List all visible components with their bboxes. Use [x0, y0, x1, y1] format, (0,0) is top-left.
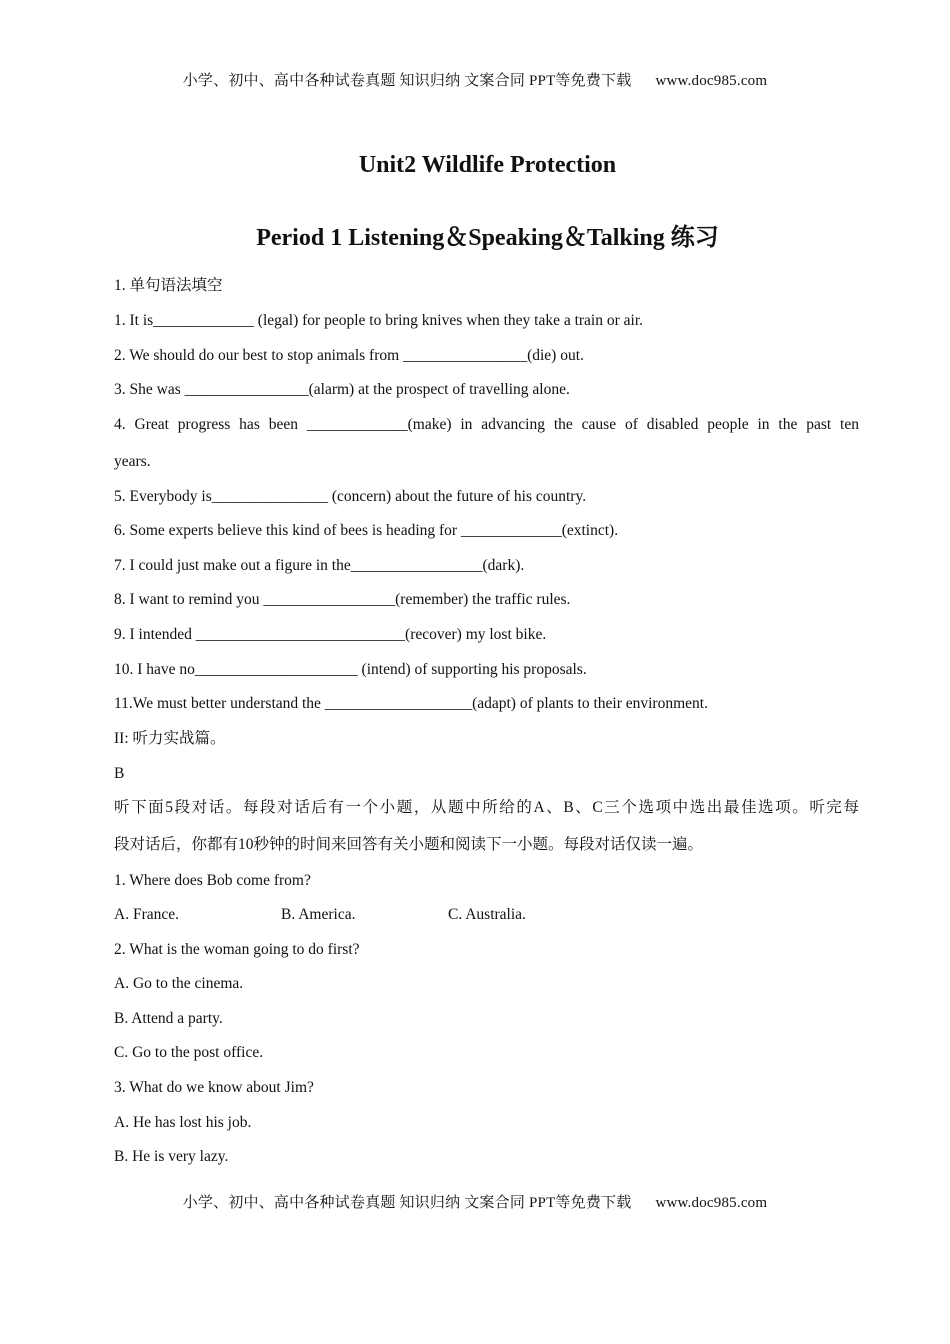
- exercise-item-continued: years.: [114, 453, 151, 470]
- footer-url[interactable]: www.doc985.com: [655, 1195, 768, 1211]
- document-subtitle: Period 1 Listening＆Speaking＆Talking 练习: [256, 225, 719, 251]
- exercise-item: 3. She was ________________(alarm) at the prospect of travelling alone.: [114, 381, 570, 398]
- option-b: B. America.: [281, 906, 356, 923]
- option-c: C. Go to the post office.: [114, 1044, 264, 1061]
- document-title: Unit2 Wildlife Protection: [358, 152, 617, 178]
- question-1: 1. Where does Bob come from?: [114, 872, 311, 889]
- option-c: C. Australia.: [448, 906, 526, 923]
- question-2: 2. What is the woman going to do first?: [114, 941, 360, 958]
- header-url[interactable]: www.doc985.com: [655, 73, 768, 89]
- exercise-item: 7. I could just make out a figure in the_________________(dark).: [114, 557, 525, 574]
- section2-heading: II: 听力实战篇。: [114, 730, 226, 747]
- exercise-item: 4. Great progress has been _____________(make) in advancing the cause of disabled people in the past ten: [114, 416, 859, 433]
- exercise-item: 1. It is_____________ (legal) for people to bring knives when they take a train or air.: [114, 312, 644, 329]
- page-footer: [0, 1191, 950, 1212]
- exercise-item: 10. I have no_____________________ (intend) of supporting his proposals.: [114, 661, 587, 678]
- header-text: 小学、初中、高中各种试卷真题 知识归纳 文案合同 PPT等免费下载: [182, 73, 632, 89]
- exercise-item: 11.We must better understand the ___________________(adapt) of plants to their environment.: [114, 695, 708, 712]
- section1-heading: 1. 单句语法填空: [114, 277, 223, 294]
- exercise-item: 6. Some experts believe this kind of bees is heading for _____________(extinct).: [114, 522, 619, 539]
- exercise-item: 9. I intended ___________________________(recover) my lost bike.: [114, 626, 547, 643]
- listening-instructions: 听下面5段对话。每段对话后有一个小题，从题中所给的A、B、C三个选项中选出最佳选项。听完每: [114, 799, 859, 816]
- footer-text: 小学、初中、高中各种试卷真题 知识归纳 文案合同 PPT等免费下载: [182, 1195, 632, 1211]
- page-header: [0, 69, 950, 90]
- listening-instructions-continued: 段对话后，你都有10秒钟的时间来回答有关小题和阅读下一小题。每段对话仅读一遍。: [114, 836, 704, 853]
- option-a: A. Go to the cinema.: [114, 975, 244, 992]
- option-a: A. France.: [114, 906, 179, 923]
- option-a: A. He has lost his job.: [114, 1114, 252, 1131]
- option-b: B. He is very lazy.: [114, 1148, 229, 1165]
- option-b: B. Attend a party.: [114, 1010, 223, 1027]
- section2-part-label: B: [114, 765, 125, 782]
- exercise-item: 2. We should do our best to stop animals from ________________(die) out.: [114, 347, 584, 364]
- question-1-options: [114, 905, 859, 925]
- exercise-item: 5. Everybody is_______________ (concern) about the future of his country.: [114, 488, 587, 505]
- exercise-item: 8. I want to remind you _________________(remember) the traffic rules.: [114, 591, 571, 608]
- question-3: 3. What do we know about Jim?: [114, 1079, 314, 1096]
